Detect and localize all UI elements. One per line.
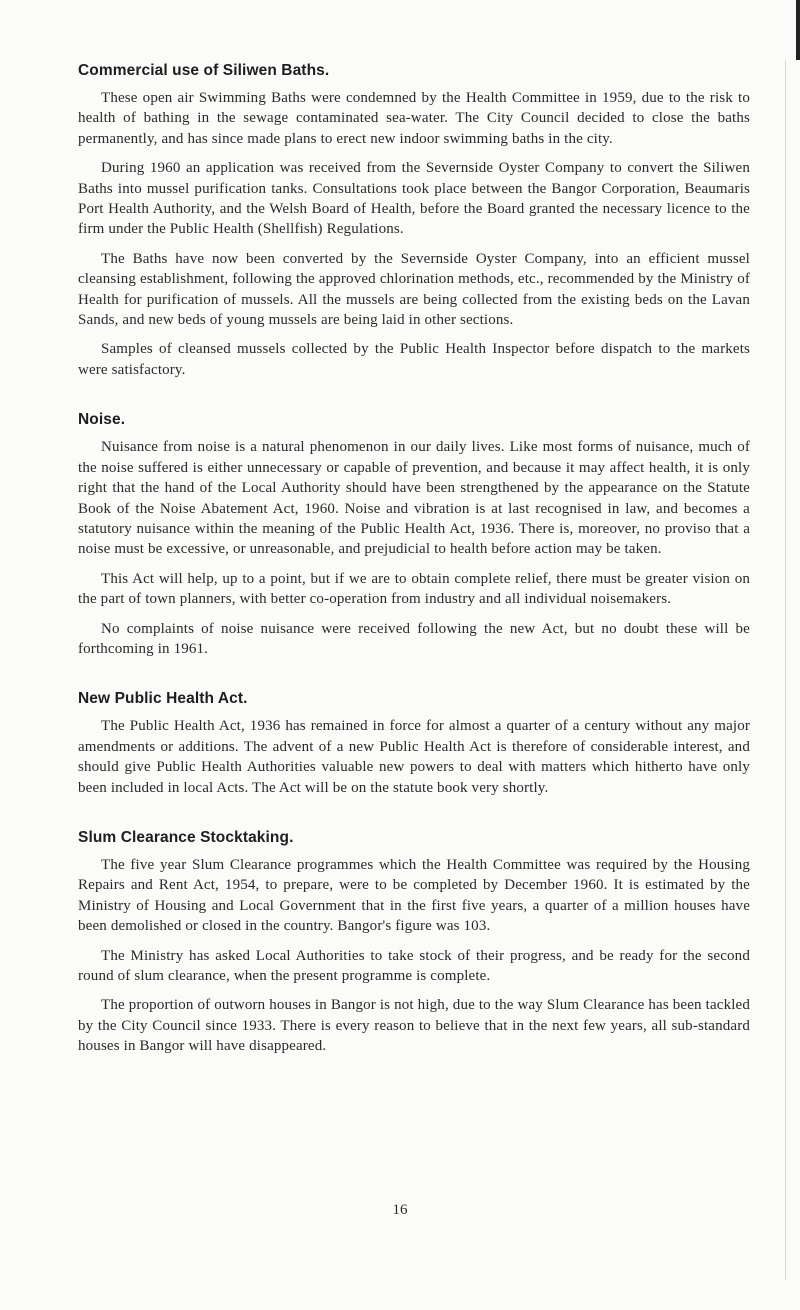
section-heading: Slum Clearance Stocktaking. [78, 828, 294, 846]
section-heading: Noise. [78, 411, 126, 429]
paragraph: These open air Swimming Baths were condemned by the Health Committee in 1959, due to the risk to health of bathing in the sewage contaminated sea-water. The City Council decided to close the baths permanently, and has since made plans to erect new indoor swimming baths in the city. [78, 90, 750, 147]
section-slum-clearance [78, 829, 750, 1057]
paragraph: The Baths have now been converted by the Severnside Oyster Company, into an efficient mussel cleansing establishment, following the approved chlorination methods, etc., recommended by the Ministry of Health for purification of mussels. All the mussels are being collected from the existing beds on the Lavan Sands, and new beds of young mussels are being laid in other sections. [78, 250, 750, 329]
section-gap [78, 807, 750, 829]
section-heading: Commercial use of Siliwen Baths. [78, 62, 330, 79]
paragraph: This Act will help, up to a point, but if we are to obtain complete relief, there must be greater vision on the part of town planners, with better co-operation from industry and all individual noisemakers. [78, 570, 750, 608]
paragraph: No complaints of noise nuisance were received following the new Act, but no doubt these will be forthcoming in 1961. [78, 620, 750, 657]
paragraph: The five year Slum Clearance programmes which the Health Committee was required by the Housing Repairs and Rent Act, 1954, to prepare, were to be completed by December 1960. It is estimated by the Ministry of Housing and Local Government that in the first five years, a quarter of a million houses have been demolished or closed in the country. Bangor's figure was 103. [78, 856, 750, 935]
paragraph: The proportion of outworn houses in Bangor is not high, due to the way Slum Clearance has been tackled by the City Council since 1933. There is every reason to believe that in the next few years, all sub-standard houses in Bangor will have disappeared. [78, 997, 750, 1055]
section-heading: New Public Health Act. [78, 690, 248, 708]
paragraph: Nuisance from noise is a natural phenomenon in our daily lives. Like most forms of nuisance, much of the noise suffered is either unnecessary or capable of prevention, and because it may affect health, it is only right that the hand of the Local Authority should have been strengthened by the appearance on the Statute Book of the Noise Abatement Act, 1960. Noise and vibration is at last recognised in law, and becomes a statutory nuisance within the meaning of the Public Health Act, 1936. There is, moreover, no proviso that a noise must be excessive, or unreasonable, and prejudicial to health before action may be taken. [78, 439, 750, 558]
paragraph: During 1960 an application was received from the Severnside Oyster Company to convert the Siliwen Baths into mussel purification tanks. Consultations took place between the Bangor Corporation, Beaumaris Port Health Authority, and the Welsh Board of Health, before the Board granted the necessary licence to the firm under the Public Health (Shellfish) Regulations. [78, 160, 750, 238]
paragraph: The Public Health Act, 1936 has remained in force for almost a quarter of a century without any major amendments or additions. The advent of a new Public Health Act is therefore of considerable interest, and should give Public Health Authorities valuable new powers to deal with matters which hitherto have only been included in local Acts. The Act will be on the statute book very shortly. [78, 718, 750, 796]
paragraph: Samples of cleansed mussels collected by the Public Health Inspector before dispatch to the markets were satisfactory. [78, 341, 750, 378]
scan-edge-mark [796, 0, 800, 60]
section-gap [78, 668, 750, 690]
paragraph: The Ministry has asked Local Authorities to take stock of their progress, and be ready for the second round of slum clearance, when the present programme is complete. [78, 947, 750, 984]
section-gap [78, 389, 750, 411]
section-noise [78, 411, 750, 659]
page-number: 16 [392, 1202, 408, 1218]
section-public-health-act [78, 690, 750, 798]
section-siliwen-baths [78, 62, 750, 380]
scan-edge-line [785, 60, 786, 1280]
